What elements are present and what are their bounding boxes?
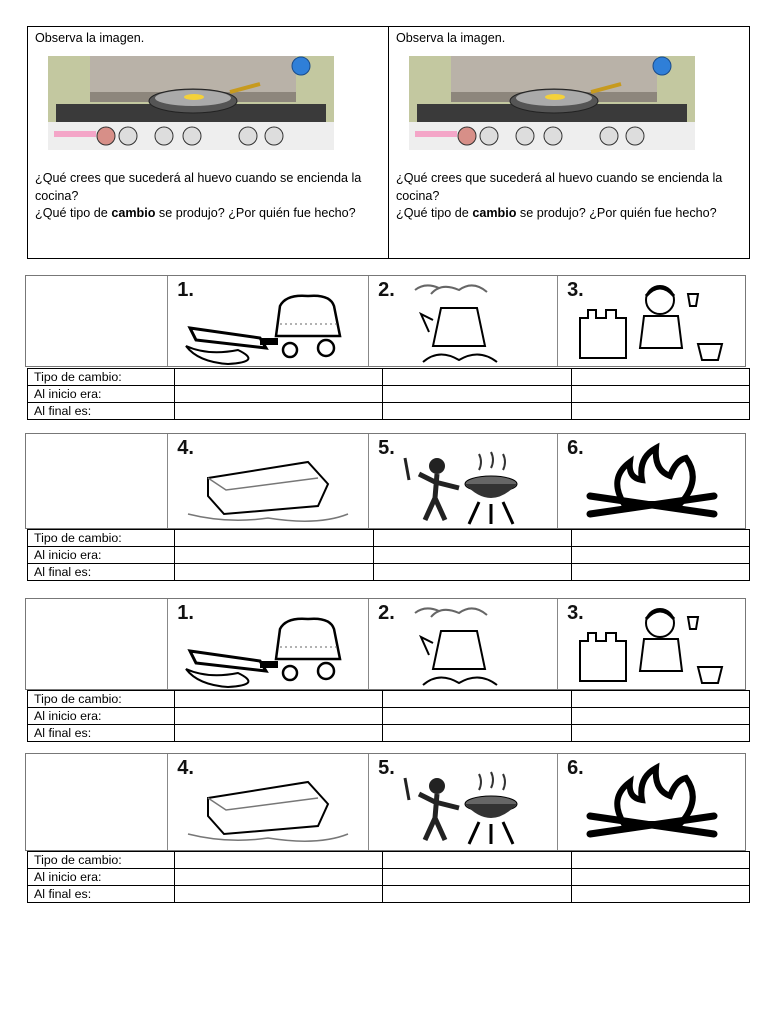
row-label-tipo: Tipo de cambio:: [28, 852, 175, 869]
picture-4: [168, 754, 369, 850]
answer-cell[interactable]: [175, 725, 383, 742]
item-number: 4.: [177, 437, 194, 459]
answer-cell[interactable]: [572, 547, 750, 564]
picture-6: [558, 754, 745, 850]
strip-blank: [26, 434, 168, 528]
answer-cell[interactable]: [374, 547, 572, 564]
picture-3: [558, 276, 745, 366]
kettle-boiling-icon: [369, 276, 558, 366]
item-number: 3.: [567, 279, 584, 301]
row-label-final: Al final es:: [28, 564, 175, 581]
answer-cell[interactable]: [383, 386, 572, 403]
row-label-final: Al final es:: [28, 403, 175, 420]
answer-cell[interactable]: [572, 691, 750, 708]
answer-cell[interactable]: [572, 530, 750, 547]
strip-blank: [26, 276, 168, 366]
top-cell-left: [28, 27, 388, 258]
picture-6: [558, 434, 745, 528]
answer-cell[interactable]: [572, 852, 750, 869]
answer-table-4-6: [27, 529, 750, 581]
item-number: 2.: [378, 602, 395, 624]
image-strip-4-6: [25, 433, 746, 529]
answer-table-1-3: [27, 368, 750, 420]
answer-cell[interactable]: [374, 530, 572, 547]
top-cell-right: [388, 27, 749, 258]
barbecue-grill-icon: [369, 754, 558, 850]
item-number: 6.: [567, 437, 584, 459]
answer-cell[interactable]: [383, 403, 572, 420]
answer-cell[interactable]: [383, 708, 572, 725]
answer-cell[interactable]: [175, 547, 374, 564]
answer-cell[interactable]: [572, 886, 750, 903]
strip-blank: [26, 599, 168, 689]
campfire-icon: [558, 754, 745, 850]
question-text: [396, 170, 743, 223]
answer-cell[interactable]: [374, 564, 572, 581]
picture-4: [168, 434, 369, 528]
top-question-box: [27, 26, 750, 259]
answer-cell[interactable]: [175, 530, 374, 547]
strip-blank: [26, 754, 168, 850]
question-text: [35, 170, 382, 223]
question-egg: ¿Qué crees que sucederá al huevo cuando se encienda la cocina?: [35, 171, 362, 203]
melting-ice-icon: [168, 434, 369, 528]
picture-1: [168, 599, 369, 689]
answer-cell[interactable]: [383, 886, 572, 903]
question-change: ¿Qué tipo de cambio se produjo? ¿Por quién fue hecho?: [35, 206, 356, 220]
picture-1: [168, 276, 369, 366]
answer-cell[interactable]: [175, 386, 383, 403]
answer-cell[interactable]: [383, 369, 572, 386]
answer-table-4-6-copy: [27, 851, 750, 903]
row-label-tipo: Tipo de cambio:: [28, 691, 175, 708]
answer-cell[interactable]: [383, 852, 572, 869]
melting-ice-icon: [168, 754, 369, 850]
child-sandcastle-icon: [558, 599, 745, 689]
item-number: 5.: [378, 437, 395, 459]
stove-pan-icon: [48, 56, 334, 150]
answer-cell[interactable]: [572, 869, 750, 886]
barbecue-grill-icon: [369, 434, 558, 528]
picture-3: [558, 599, 745, 689]
item-number: 5.: [378, 757, 395, 779]
observe-label: Observa la imagen.: [35, 31, 145, 45]
answer-cell[interactable]: [572, 403, 750, 420]
stove-pan-icon: [409, 56, 695, 150]
answer-table-1-3-copy: [27, 690, 750, 742]
child-sandcastle-icon: [558, 276, 745, 366]
picture-5: [369, 754, 558, 850]
row-label-final: Al final es:: [28, 886, 175, 903]
answer-cell[interactable]: [175, 886, 383, 903]
question-change: ¿Qué tipo de cambio se produjo? ¿Por quién fue hecho?: [396, 206, 717, 220]
item-number: 6.: [567, 757, 584, 779]
answer-cell[interactable]: [175, 708, 383, 725]
answer-cell[interactable]: [175, 564, 374, 581]
answer-cell[interactable]: [175, 403, 383, 420]
item-number: 3.: [567, 602, 584, 624]
answer-cell[interactable]: [572, 708, 750, 725]
row-label-inicio: Al inicio era:: [28, 869, 175, 886]
row-label-tipo: Tipo de cambio:: [28, 369, 175, 386]
picture-2: [369, 599, 558, 689]
rolling-pin-flour-icon: [168, 599, 369, 689]
answer-cell[interactable]: [383, 725, 572, 742]
answer-cell[interactable]: [572, 369, 750, 386]
image-strip-4-6-copy: [25, 753, 746, 851]
answer-cell[interactable]: [572, 564, 750, 581]
rolling-pin-flour-icon: [168, 276, 369, 366]
row-label-inicio: Al inicio era:: [28, 708, 175, 725]
answer-cell[interactable]: [175, 869, 383, 886]
observe-label: Observa la imagen.: [396, 31, 506, 45]
item-number: 1.: [177, 279, 194, 301]
answer-cell[interactable]: [572, 386, 750, 403]
campfire-icon: [558, 434, 745, 528]
answer-cell[interactable]: [175, 691, 383, 708]
question-egg: ¿Qué crees que sucederá al huevo cuando se encienda la cocina?: [396, 171, 723, 203]
answer-cell[interactable]: [383, 869, 572, 886]
picture-2: [369, 276, 558, 366]
row-label-final: Al final es:: [28, 725, 175, 742]
answer-cell[interactable]: [175, 852, 383, 869]
answer-cell[interactable]: [572, 725, 750, 742]
image-strip-1-3: [25, 275, 746, 367]
answer-cell[interactable]: [175, 369, 383, 386]
picture-5: [369, 434, 558, 528]
row-label-inicio: Al inicio era:: [28, 386, 175, 403]
item-number: 2.: [378, 279, 395, 301]
answer-cell[interactable]: [383, 691, 572, 708]
image-strip-1-3-copy: [25, 598, 746, 690]
item-number: 4.: [177, 757, 194, 779]
item-number: 1.: [177, 602, 194, 624]
row-label-inicio: Al inicio era:: [28, 547, 175, 564]
row-label-tipo: Tipo de cambio:: [28, 530, 175, 547]
kettle-boiling-icon: [369, 599, 558, 689]
